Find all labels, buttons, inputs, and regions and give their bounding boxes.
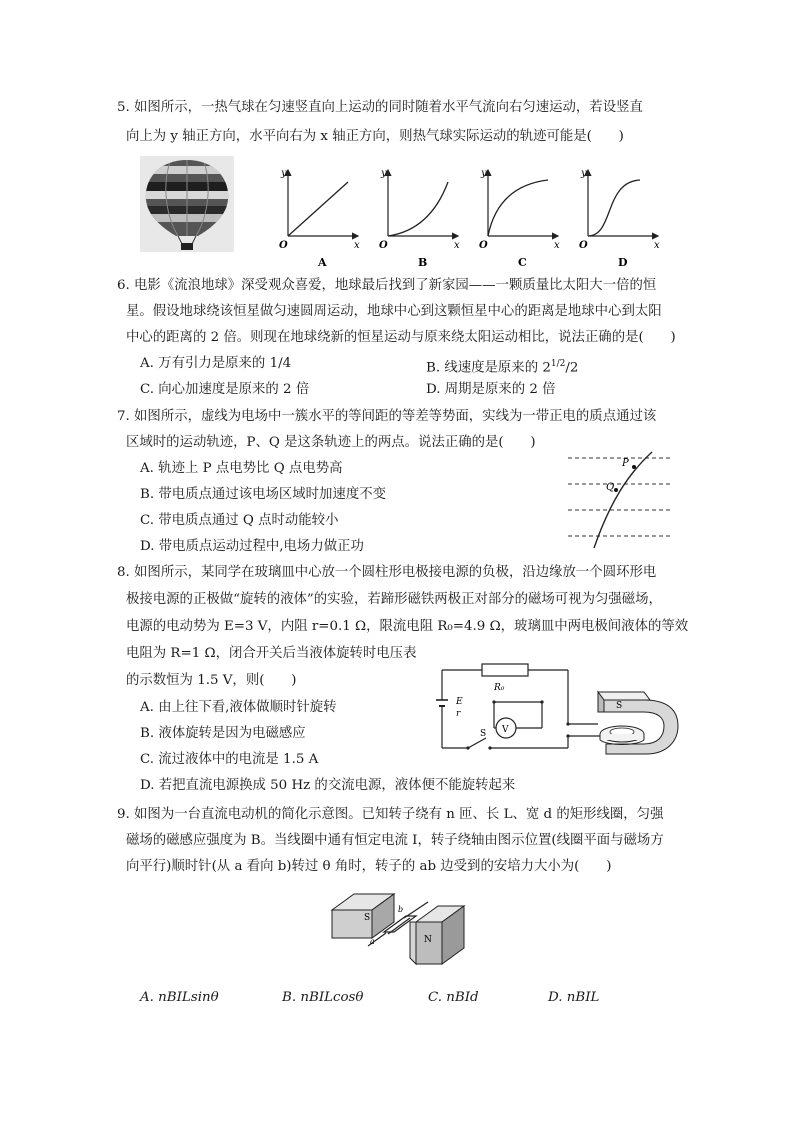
svg-text:O: O xyxy=(379,240,388,251)
q7-option-c: C. 带电质点通过 Q 点时动能较小 xyxy=(140,513,339,528)
q8-option-a: A. 由上往下看,液体做顺时针旋转 xyxy=(140,700,337,715)
q8-option-d: D. 若把直流电源换成 50 Hz 的交流电源，液体便不能旋转起来 xyxy=(140,778,516,793)
q6-line-2: 星。假设地球绕该恒星做匀速圆周运动，地球中心到这颗恒星中心的距离是地球中心到太阳 xyxy=(126,304,662,319)
q9-motor-diagram xyxy=(328,888,468,970)
label-r0: R₀ xyxy=(494,683,505,693)
graph-b xyxy=(379,168,460,269)
svg-text:O: O xyxy=(279,240,288,251)
label-b: b xyxy=(398,905,404,914)
label-a: a xyxy=(370,937,375,946)
graph-a xyxy=(279,168,360,269)
q8-line-3: 电源的电动势为 E=3 V，内阻 r=0.1 Ω，限流电阻 R₀=4.9 Ω，玻璃皿中两电极间液体的等效 xyxy=(126,619,689,634)
q8-circuit-diagram xyxy=(428,656,684,768)
label-voltmeter: V xyxy=(502,725,509,735)
svg-text:x: x xyxy=(354,240,360,251)
graph-label-c: C xyxy=(518,256,527,269)
label-switch: S xyxy=(480,729,487,739)
svg-text:y: y xyxy=(281,168,287,179)
q8-option-c: C. 流过液体中的电流是 1.5 A xyxy=(140,752,319,767)
label-motor-s: S xyxy=(364,913,371,923)
q9-option-c: C. nBId xyxy=(428,990,479,1005)
svg-text:O: O xyxy=(579,240,588,251)
q5-line-2: 向上为 y 轴正方向，水平向右为 x 轴正方向，则热气球实际运动的轨迹可能是( ) xyxy=(126,129,624,144)
graph-label-d: D xyxy=(618,256,628,269)
label-e: E xyxy=(456,697,463,707)
q6-line-3: 中心的距离的 2 倍。则现在地球绕新的恒星运动与原来绕太阳运动相比，说法正确的是( ) xyxy=(126,330,676,345)
q7-line-1: 7. 如图所示，虚线为电场中一簇水平的等间距的等差等势面，实线为一带正电的质点通过该 xyxy=(117,409,657,424)
q8-line-4: 电阻为 R=1 Ω，闭合开关后当液体旋转时电压表 xyxy=(126,646,417,661)
label-p: P xyxy=(622,458,629,469)
q9-option-d: D. nBIL xyxy=(548,990,600,1005)
svg-text:O: O xyxy=(479,240,488,251)
q9-line-2: 磁场的磁感应强度为 B。当线圈中通有恒定电流 I，转子绕轴由图示位置(线圈平面与磁场方 xyxy=(126,833,664,848)
q6-option-d: D. 周期是原来的 2 倍 xyxy=(426,382,556,397)
q8-line-2: 极接电源的正极做“旋转的液体”的实验，若蹄形磁铁两极正对部分的磁场可视为匀强磁场， xyxy=(126,592,662,607)
svg-text:x: x xyxy=(654,240,660,251)
label-motor-n: N xyxy=(424,935,432,945)
q6-line-1: 6. 电影《流浪地球》深受观众喜爱，地球最后找到了新家园——一颗质量比太阳大一倍的恒 xyxy=(117,278,657,293)
q9-option-a: A. nBILsinθ xyxy=(140,990,219,1005)
label-q: Q xyxy=(606,482,615,493)
graph-label-b: B xyxy=(418,256,428,269)
svg-text:y: y xyxy=(581,168,587,179)
q7-line-2: 区域时的运动轨迹，P、Q 是这条轨迹上的两点。说法正确的是( ) xyxy=(126,435,536,450)
svg-text:y: y xyxy=(381,168,387,179)
horseshoe-magnet xyxy=(598,692,678,754)
q7-option-d: D. 带电质点运动过程中,电场力做正功 xyxy=(140,539,364,554)
q8-line-5: 的示数恒为 1.5 V，则( ) xyxy=(126,673,297,688)
svg-text:x: x xyxy=(554,240,560,251)
q7-option-b: B. 带电质点通过该电场区域时加速度不变 xyxy=(140,487,386,502)
q7-option-a: A. 轨迹上 P 点电势比 Q 点电势高 xyxy=(140,461,343,476)
q9-line-3: 向平行)顺时针(从 a 看向 b)转过 θ 角时，转子的 ab 边受到的安培力大小为( ) xyxy=(126,859,612,874)
q6-option-a: A. 万有引力是原来的 1/4 xyxy=(140,356,292,371)
svg-text:x: x xyxy=(454,240,460,251)
graph-label-a: A xyxy=(318,256,327,269)
svg-text:y: y xyxy=(481,168,487,179)
q6-option-c: C. 向心加速度是原来的 2 倍 xyxy=(140,382,310,397)
q7-field-diagram xyxy=(566,450,676,550)
q8-line-1: 8. 如图所示，某同学在玻璃皿中心放一个圆柱形电极接电源的负极，沿边缘放一个圆环形电 xyxy=(117,565,657,580)
graph-c xyxy=(479,168,560,269)
q5-line-1: 5. 如图所示，一热气球在匀速竖直向上运动的同时随着水平气流向右匀速运动，若设竖直 xyxy=(117,100,643,115)
q8-option-b: B. 液体旋转是因为电磁感应 xyxy=(140,726,306,741)
q9-option-b: B. nBILcosθ xyxy=(282,990,364,1005)
q9-line-1: 9. 如图为一台直流电动机的简化示意图。已知转子绕有 n 匝、长 L、宽 d 的矩形线圈，匀强 xyxy=(117,807,664,822)
graph-d xyxy=(579,168,660,269)
q6-option-b: B. 线速度是原来的 $2^{1/2}/2$ xyxy=(426,359,579,376)
hot-air-balloon-photo xyxy=(140,156,234,252)
label-magnet-s: S xyxy=(616,701,623,711)
label-r: r xyxy=(456,709,461,719)
q5-graphs xyxy=(270,160,670,272)
